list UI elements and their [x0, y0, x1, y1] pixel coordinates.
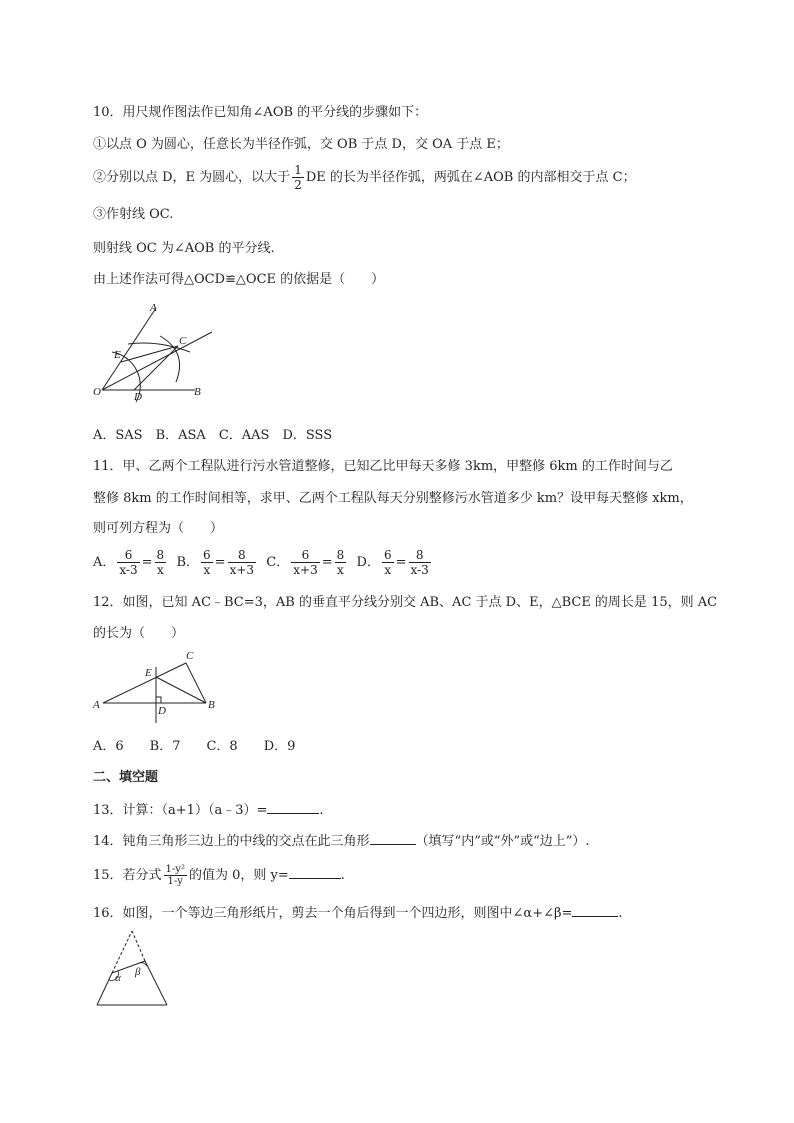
q11-opt-c-eq: =	[321, 555, 333, 570]
q10-frac-den: 2	[294, 178, 302, 192]
q12-options: A．6 B．7 C．8 D．9	[93, 739, 296, 754]
q12-label-b: B	[208, 699, 215, 711]
q11-opt-b-ln: 6	[203, 548, 211, 562]
q14-answer-blank[interactable]	[370, 832, 416, 845]
q11-option-c	[266, 548, 348, 577]
q11-opt-b-rn: 8	[228, 548, 256, 563]
q15-post: .	[340, 868, 345, 883]
q10-label-o: O	[93, 386, 101, 398]
q16-pre: 16．如图，一个等边三角形纸片，剪去一个角后得到一个四边形，则图中∠α+∠β=	[93, 906, 573, 921]
q11-opt-b-label: B．	[176, 555, 200, 570]
q15-frac-den: 1-y	[167, 876, 183, 887]
q11-opt-d-label: D．	[356, 555, 380, 570]
q15-answer-blank[interactable]	[289, 866, 341, 879]
q13	[93, 801, 324, 820]
q15-frac-num: 1-y²	[165, 864, 185, 875]
q10-label-a: A	[150, 302, 157, 314]
q15	[93, 864, 345, 887]
q15-pre: 15．若分式	[93, 868, 162, 883]
q16-cut-triangle-figure	[90, 925, 172, 1010]
q11-line3: 则可列方程为（ ）	[93, 521, 224, 536]
q11-options	[93, 548, 433, 577]
q10-step2-post: DE 的长为半径作弧，两弧在∠AOB 的内部相交于点 C；	[305, 170, 636, 185]
q13-answer-blank[interactable]	[267, 801, 319, 814]
q10-stem: 10．用尺规作图法作已知角∠AOB 的平分线的步骤如下：	[93, 105, 428, 120]
q11-opt-b-rd: x+3	[229, 563, 255, 577]
q12-line1: 12．如图，已知 AC﹣BC=3，AB 的垂直平分线分别交 AB、AC 于点 D、E，△BCE 的周长是 15，则 AC	[93, 595, 718, 610]
q10-step2-pre: ②分别以点 D，E 为圆心，以大于	[93, 170, 291, 185]
q11-opt-a-ld: x-3	[119, 563, 138, 577]
q12-label-d: D	[158, 705, 166, 717]
q11-opt-d-rd: x-3	[410, 563, 429, 577]
q11-opt-d-ld: x	[384, 563, 392, 577]
q10-label-e: E	[114, 349, 121, 361]
q11-line1: 11．甲、乙两个工程队进行污水管道整修，已知乙比甲每天多修 3km，甲整修 6km 的工作时间与乙	[93, 459, 673, 474]
q12-label-c: C	[186, 650, 194, 662]
q16-post: .	[618, 906, 623, 921]
q10-label-d: D	[134, 391, 142, 403]
q10-step2	[93, 163, 636, 192]
q11-opt-b-ld: x	[203, 563, 211, 577]
q11-opt-c-ln: 6	[291, 548, 319, 563]
q10-step3: ③作射线 OC.	[93, 207, 174, 222]
q10-step1: ①以点 O 为圆心，任意长为半径作弧，交 OB 于点 D，交 OA 于点 E；	[93, 137, 509, 152]
q16-label-beta: β	[135, 966, 141, 978]
q11-opt-c-ld: x+3	[293, 563, 318, 577]
q11-option-a	[93, 548, 168, 577]
q11-opt-a-eq: =	[141, 555, 153, 570]
q11-opt-c-rn: 8	[336, 548, 345, 562]
q12-line2: 的长为（ ）	[93, 626, 185, 641]
q14-post: （填写“内”或“外”或“边上”）.	[415, 834, 590, 849]
q10-options: A．SAS B．ASA C．AAS D．SSS	[93, 428, 333, 443]
q10-angle-bisector-figure	[90, 300, 220, 405]
q11-opt-b-eq: =	[214, 555, 226, 570]
q12-label-a: A	[93, 699, 100, 711]
q13-post: .	[319, 803, 324, 818]
q11-line2: 整修 8km 的工作时间相等，求甲、乙两个工程队每天分别整修污水管道多少 km？设甲每天整修 xkm，	[93, 491, 693, 506]
q11-opt-a-rn: 8	[156, 548, 165, 562]
q15-fraction	[164, 864, 187, 887]
q16	[93, 904, 623, 923]
q10-question: 由上述作法可得△OCD≌△OCE 的依据是（ ）	[93, 272, 385, 287]
q13-pre: 13．计算：（a+1）（a﹣3）=	[93, 803, 268, 818]
q11-opt-d-rn: 8	[409, 548, 431, 563]
q11-opt-c-rd: x	[337, 563, 344, 577]
q14-pre: 14．钝角三角形三边上的中线的交点在此三角形	[93, 834, 370, 849]
q10-conclusion: 则射线 OC 为∠AOB 的平分线.	[93, 241, 275, 256]
q11-option-d	[356, 548, 433, 577]
q11-opt-c-label: C．	[266, 555, 290, 570]
q14	[93, 832, 590, 851]
q10-frac-num: 1	[294, 163, 302, 177]
section-title-fill-in: 二、填空题	[93, 770, 159, 785]
q11-option-b	[176, 548, 258, 577]
q11-opt-a-ln: 6	[117, 548, 139, 563]
q10-label-b: B	[194, 386, 201, 398]
q11-opt-a-label: A．	[93, 555, 116, 570]
q16-answer-blank[interactable]	[572, 904, 618, 917]
q11-opt-a-rd: x	[156, 563, 164, 577]
q11-opt-d-eq: =	[395, 555, 407, 570]
q11-opt-d-ln: 6	[383, 548, 392, 562]
q12-triangle-figure	[90, 645, 220, 727]
q15-mid: 的值为 0，则 y=	[188, 868, 289, 883]
q10-half-fraction	[292, 163, 304, 192]
q16-label-alpha: α	[115, 972, 121, 984]
q10-label-c: C	[179, 335, 187, 347]
q12-label-e: E	[145, 667, 152, 679]
